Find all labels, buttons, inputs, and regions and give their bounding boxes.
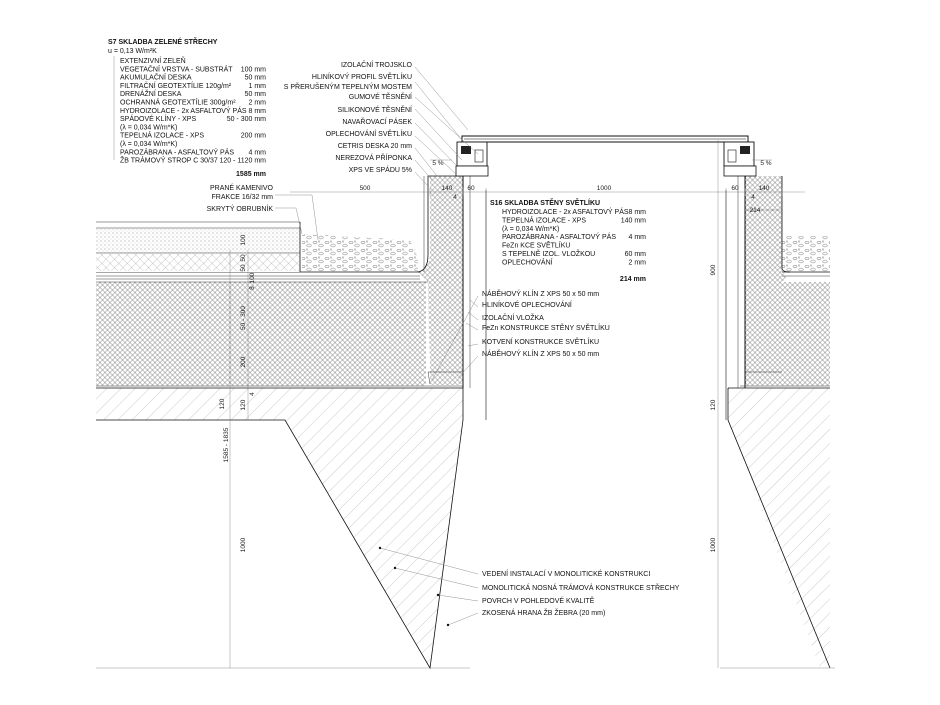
dim-100: 100 <box>240 234 247 246</box>
s7-uvalue: u = 0,13 W/m²K <box>108 48 157 55</box>
s7-row-value: 120 - 1120 mm <box>219 157 266 165</box>
s7-row-label: TEPELNÁ IZOLACE - XPS <box>120 132 205 140</box>
mid-label: NÁBĚHOVÝ KLÍN Z XPS 50 x 50 mm <box>482 291 600 298</box>
top-label: S PŘERUŠENÝM TEPELNÝM MOSTEM <box>283 84 412 91</box>
mid-label: FeZn KONSTRUKCE STĚNY SVĚTLÍKU <box>482 325 610 332</box>
bottom-label: POVRCH V POHLEDOVÉ KVALITĚ <box>482 598 595 605</box>
s7-legend <box>108 37 266 178</box>
dim-214: 214 <box>749 207 761 214</box>
s16-row-value: 2 mm <box>628 259 646 267</box>
bottom-label: VEDENÍ INSTALACÍ V MONOLITICKÉ KONSTRUKCI <box>482 571 651 578</box>
mid-labels <box>482 289 610 358</box>
mid-label: IZOLAČNÍ VLOŽKA <box>482 315 544 322</box>
dim-120-c: 120 <box>219 398 226 410</box>
dim-8: 8 <box>249 286 256 290</box>
s7-title: S7 SKLADBA ZELENÉ STŘECHY <box>108 39 218 46</box>
s16-row-value: 4 mm <box>628 234 646 242</box>
dim-1000-left: 1000 <box>240 537 247 553</box>
slope-left: 5 % <box>432 160 444 167</box>
mid-label: NÁBĚHOVÝ KLÍN Z XPS 50 x 50 mm <box>482 351 600 358</box>
s7-row-label: EXTENZIVNÍ ZELEŇ <box>120 58 186 65</box>
s16-row-value: 60 mm <box>624 251 646 258</box>
s7-row-label: SPÁDOVÉ KLÍNY - XPS <box>120 116 197 124</box>
top-label: NEREZOVÁ PŘÍPONKA <box>335 155 412 162</box>
bottom-label: ZKOSENÁ HRANA ŽB ŽEBRA (20 mm) <box>482 610 606 617</box>
top-label: XPS VE SPÁDU 5% <box>348 167 412 174</box>
s7-row-value: 50 mm <box>244 91 266 99</box>
dim-4: 4 <box>249 392 256 396</box>
dim-4-left: 4 <box>453 194 457 201</box>
dim-50-300: 50 - 300 <box>240 306 247 330</box>
dim-500: 500 <box>359 185 371 192</box>
s7-row-value: 200 mm <box>240 132 266 140</box>
dim-120-left: 120 <box>240 399 247 411</box>
dim-140-right: 140 <box>758 185 770 192</box>
dim-50-a: 50 <box>240 254 247 262</box>
dim-1585-1835: 1585 - 1835 <box>223 427 230 463</box>
s16-row-label: PAROZÁBRANA - ASFALTOVÝ PÁS <box>502 234 616 242</box>
s7-row-label: DRENÁŽNÍ DESKA <box>120 91 182 99</box>
dim-50-b: 50 <box>240 264 247 272</box>
s16-row-label: (λ = 0,034 W/m*K) <box>502 225 560 233</box>
top-label: GUMOVÉ TĚSNĚNÍ <box>348 94 412 101</box>
dim-1000-right: 1000 <box>710 537 717 553</box>
top-label: CETRIS DESKA 20 mm <box>337 143 412 150</box>
s7-row-value: 50 - 300 mm <box>226 116 266 124</box>
s7-total: 1585 mm <box>236 171 266 178</box>
dim-100-b: 100 <box>249 272 256 284</box>
top-label: IZOLAČNÍ TROJSKLO <box>340 62 412 69</box>
s7-row-label: (λ = 0,034 W/m*K) <box>120 124 178 132</box>
top-label: HLINÍKOVÝ PROFIL SVĚTLÍKU <box>311 74 412 81</box>
s16-row-label: S TEPELNĚ IZOL. VLOŽKOU <box>502 251 596 258</box>
s16-title: S16 SKLADBA STĚNY SVĚTLÍKU <box>490 200 601 207</box>
s7-row-label: ŽB TRÁMOVÝ STROP C 30/37 <box>120 157 218 165</box>
s16-row-value: 8 mm <box>628 209 646 216</box>
s7-row-label: AKUMULAČNÍ DESKA <box>120 74 192 82</box>
dim-60-left: 60 <box>467 185 475 192</box>
bottom-label: MONOLITICKÁ NOSNÁ TRÁMOVÁ KONSTRUKCE STŘECHY <box>482 585 680 592</box>
s7-row-value: 8 mm <box>248 107 266 115</box>
s7-row-value: 50 mm <box>244 74 266 82</box>
mid-label: KOTVENÍ KONSTRUKCE SVĚTLÍKU <box>482 339 600 346</box>
s7-row-value: 2 mm <box>248 99 266 107</box>
s16-row-value: 140 mm <box>620 217 646 225</box>
s7-row-label: PAROZÁBRANA - ASFALTOVÝ PÁS <box>120 149 234 157</box>
dim-1000: 1000 <box>596 185 612 192</box>
s7-row-value: 4 mm <box>248 149 266 157</box>
top-labels <box>284 60 413 174</box>
top-label: OPLECHOVÁNÍ SVĚTLÍKU <box>325 131 412 138</box>
s16-total: 214 mm <box>619 276 646 283</box>
dim-200: 200 <box>240 356 247 368</box>
s7-row-label: FILTRAČNÍ GEOTEXTÍLIE 120g/m² <box>120 82 232 90</box>
s16-legend <box>490 198 646 283</box>
skylight-frame <box>456 136 756 176</box>
s7-row-label: OCHRANNÁ GEOTEXTÍLIE 300g/m² <box>120 99 236 107</box>
bottom-labels <box>482 569 680 617</box>
s7-row-label: (λ = 0,034 W/m*K) <box>120 141 178 148</box>
s7-row-label: HYDROIZOLACE - 2x ASFALTOVÝ PÁS <box>120 107 247 115</box>
s7-row-label: VEGETAČNÍ VRSTVA - SUBSTRÁT <box>120 66 233 74</box>
dim-140-left: 140 <box>441 185 453 192</box>
top-label: SILIKONOVÉ TĚSNĚNÍ <box>337 107 412 114</box>
s16-row-label: OPLECHOVÁNÍ <box>502 259 553 267</box>
left-labels <box>207 183 274 213</box>
left-label: PRANÉ KAMENIVO <box>209 185 273 192</box>
slope-right: 5 % <box>760 160 772 167</box>
s7-row-value: 100 mm <box>240 66 266 74</box>
mid-label: HLINÍKOVÉ OPLECHOVÁNÍ <box>482 302 572 309</box>
s16-row-label: FeZn KCE SVĚTLÍKU <box>502 242 571 250</box>
left-label: SKRYTÝ OBRUBNÍK <box>206 206 273 213</box>
dim-4-right: 4 <box>751 194 755 201</box>
dim-900: 900 <box>710 264 717 276</box>
top-label: NAVAŘOVACÍ PÁSEK <box>342 119 412 126</box>
left-label: FRAKCE 16/32 mm <box>211 194 273 201</box>
s16-row-label: TEPELNÁ IZOLACE - XPS <box>502 217 587 225</box>
s7-row-value: 1 mm <box>248 82 266 90</box>
dim-60-right: 60 <box>731 185 739 192</box>
s16-row-label: HYDROIZOLACE - 2x ASFALTOVÝ PÁS <box>502 209 629 216</box>
dim-120-right: 120 <box>710 399 717 411</box>
